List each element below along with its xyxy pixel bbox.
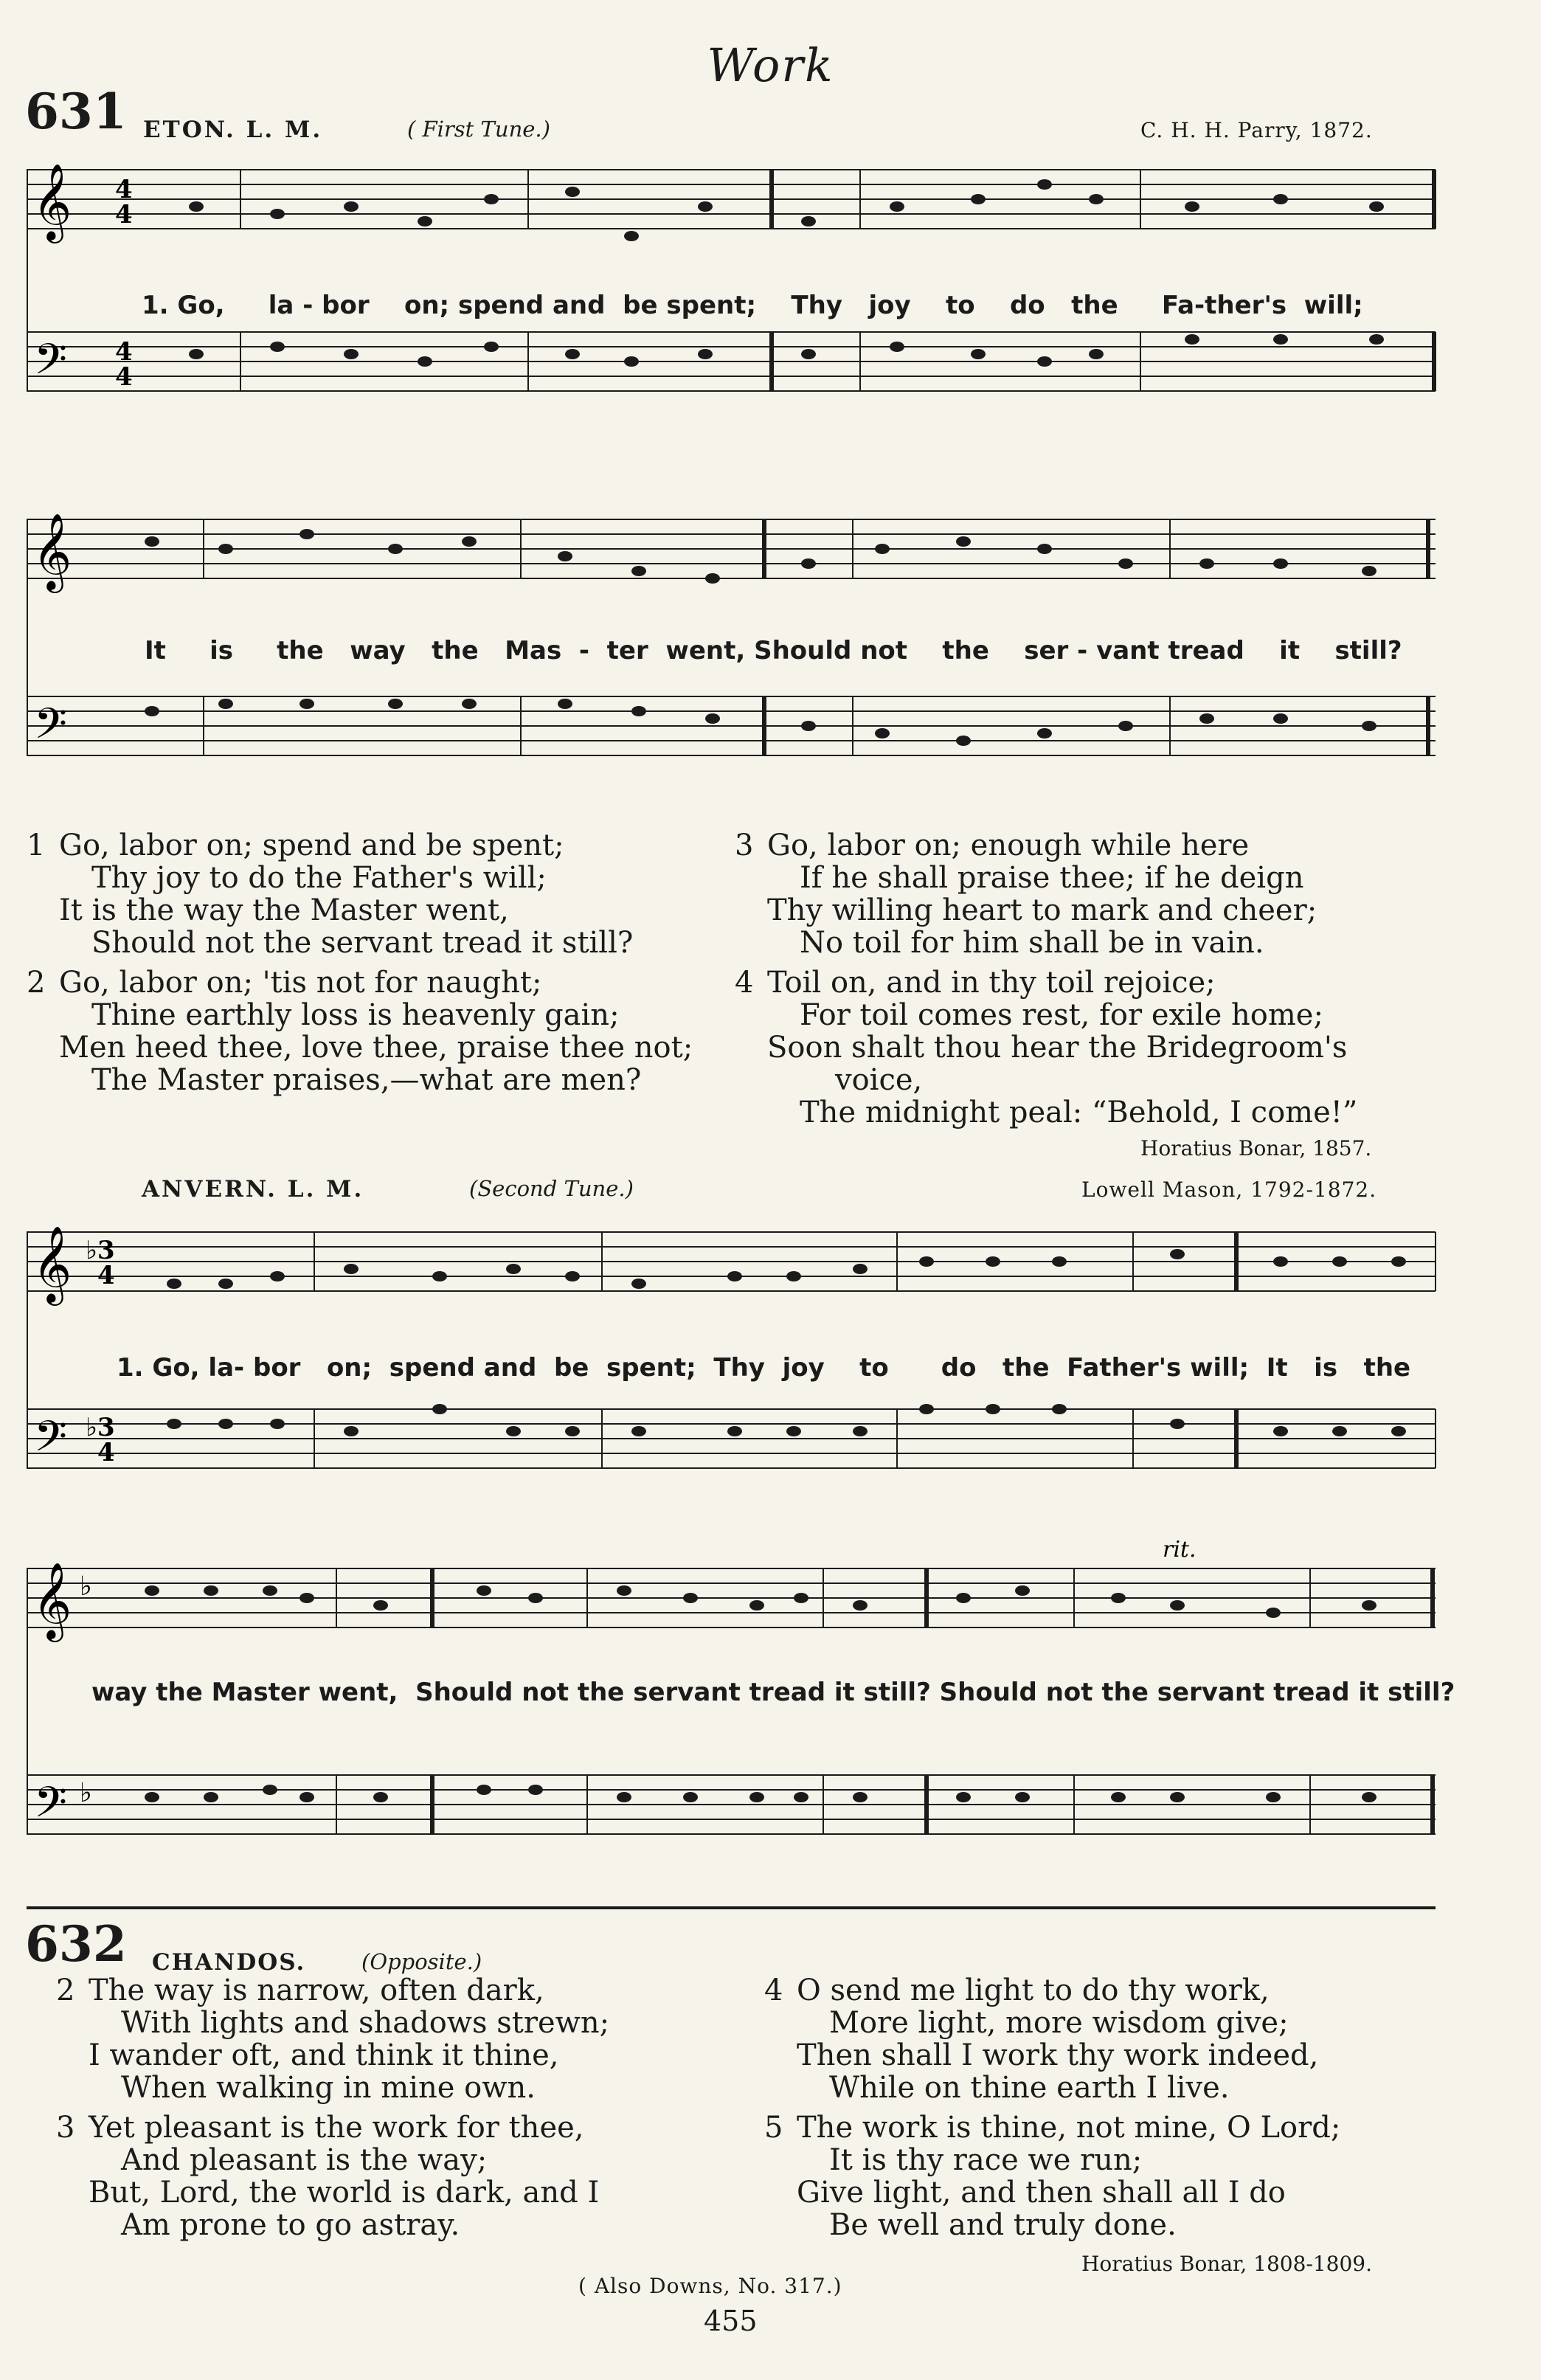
music-lyrics-3: 1. Go, la- bor on; spend and be spent; Thy joy to do the Father's will; It is the	[117, 1353, 1411, 1383]
svg-text:𝄢: 𝄢	[34, 1411, 68, 1472]
also-note: ( Also Downs, No. 317.)	[578, 2274, 842, 2298]
music-system-4	[27, 1524, 1443, 1893]
svg-text:4: 4	[115, 175, 133, 204]
music-lyrics-4: way the Master went, Should not the servant tread it still? Should not the servant tread it still?	[91, 1678, 1455, 1707]
svg-text:4: 4	[97, 1261, 115, 1290]
svg-text:♭: ♭	[80, 1778, 92, 1808]
svg-text:♭3: ♭3	[86, 1413, 115, 1442]
svg-text:4: 4	[115, 337, 133, 367]
verse-5-632: 5 The work is thine, not mine, O Lord; It is thy race we run; Give light, and then shall all I do Be well and truly done.	[764, 2111, 1341, 2242]
section-divider	[27, 1906, 1436, 1909]
verses-left-632	[56, 1974, 749, 2241]
music-lyrics-2: It is the way the Mas - ter went, Should not the ser - vant tread it still?	[145, 636, 1402, 665]
hymn-number: 631	[25, 83, 127, 140]
author-credit-632: Horatius Bonar, 1808-1809.	[1081, 2252, 1373, 2276]
svg-text:𝄞: 𝄞	[32, 1225, 72, 1303]
author-credit: Horatius Bonar, 1857.	[1140, 1136, 1372, 1160]
verse-4-632: 4 O send me light to do thy work, More light, more wisdom give; Then shall I work thy work indeed, While on thine earth I live.	[764, 1973, 1319, 2105]
verses-right-632	[764, 1974, 1472, 2241]
second-tune-note: (Second Tune.)	[469, 1176, 634, 1201]
svg-text:4: 4	[115, 200, 133, 229]
svg-text:𝄢: 𝄢	[34, 699, 68, 759]
svg-text:𝄢: 𝄢	[34, 1777, 68, 1838]
page-number: 455	[704, 2305, 758, 2337]
verses-left	[27, 829, 735, 1096]
second-tune-name: ANVERN. L. M.	[142, 1176, 364, 1203]
svg-text:𝄞: 𝄞	[32, 513, 72, 590]
verse-1: 1 Go, labor on; spend and be spent; Thy joy to do the Father's will; It is the way the Master went, Should not the servant tread it still?	[27, 828, 634, 960]
verse-4: 4 Toil on, and in thy toil rejoice; For toil comes rest, for exile home; Soon shalt thou hear the Bridegroom's voice, The midnight peal: “Behold, I come!”	[735, 966, 1358, 1130]
svg-text:𝄢: 𝄢	[34, 334, 68, 395]
verse-3-632: 3 Yet pleasant is the work for thee, And pleasant is the way; But, Lord, the world is dark, and I Am prone to go astray.	[56, 2111, 600, 2242]
tune-name-632: CHANDOS.	[152, 1949, 306, 1976]
rit-marking: rit.	[1163, 1537, 1197, 1563]
tune-name: ETON. L. M.	[143, 117, 323, 143]
svg-text:𝄞: 𝄞	[32, 163, 72, 241]
svg-text:4: 4	[115, 362, 133, 392]
svg-text:𝄞: 𝄞	[32, 1562, 72, 1639]
composer-credit: C. H. H. Parry, 1872.	[1140, 118, 1373, 142]
verse-3: 3 Go, labor on; enough while here If he shall praise thee; if he deign Thy willing heart to mark and cheer; No toil for him shall be in vain.	[735, 828, 1317, 960]
music-lyrics-1: 1. Go, la - bor on; spend and be spent; Thy joy to do the Fa-ther's will;	[142, 291, 1363, 320]
tune-note: ( First Tune.)	[407, 117, 550, 142]
svg-text:♭3: ♭3	[86, 1236, 115, 1265]
second-composer-credit: Lowell Mason, 1792-1872.	[1081, 1177, 1377, 1202]
hymn-number-632: 632	[25, 1915, 127, 1973]
tune-note-632: (Opposite.)	[361, 1949, 482, 1974]
svg-text:4: 4	[97, 1438, 115, 1467]
verse-2-632: 2 The way is narrow, often dark, With lights and shadows strewn; I wander oft, and think it thine, When walking in mine own.	[56, 1973, 610, 2105]
verse-2: 2 Go, labor on; 'tis not for naught; Thine earthly loss is heavenly gain; Men heed thee, love thee, praise thee not; The Master praises,—what are men?	[27, 966, 693, 1097]
page-title: Work	[707, 38, 834, 92]
svg-text:♭: ♭	[80, 1571, 92, 1602]
verses-right	[735, 829, 1472, 1129]
